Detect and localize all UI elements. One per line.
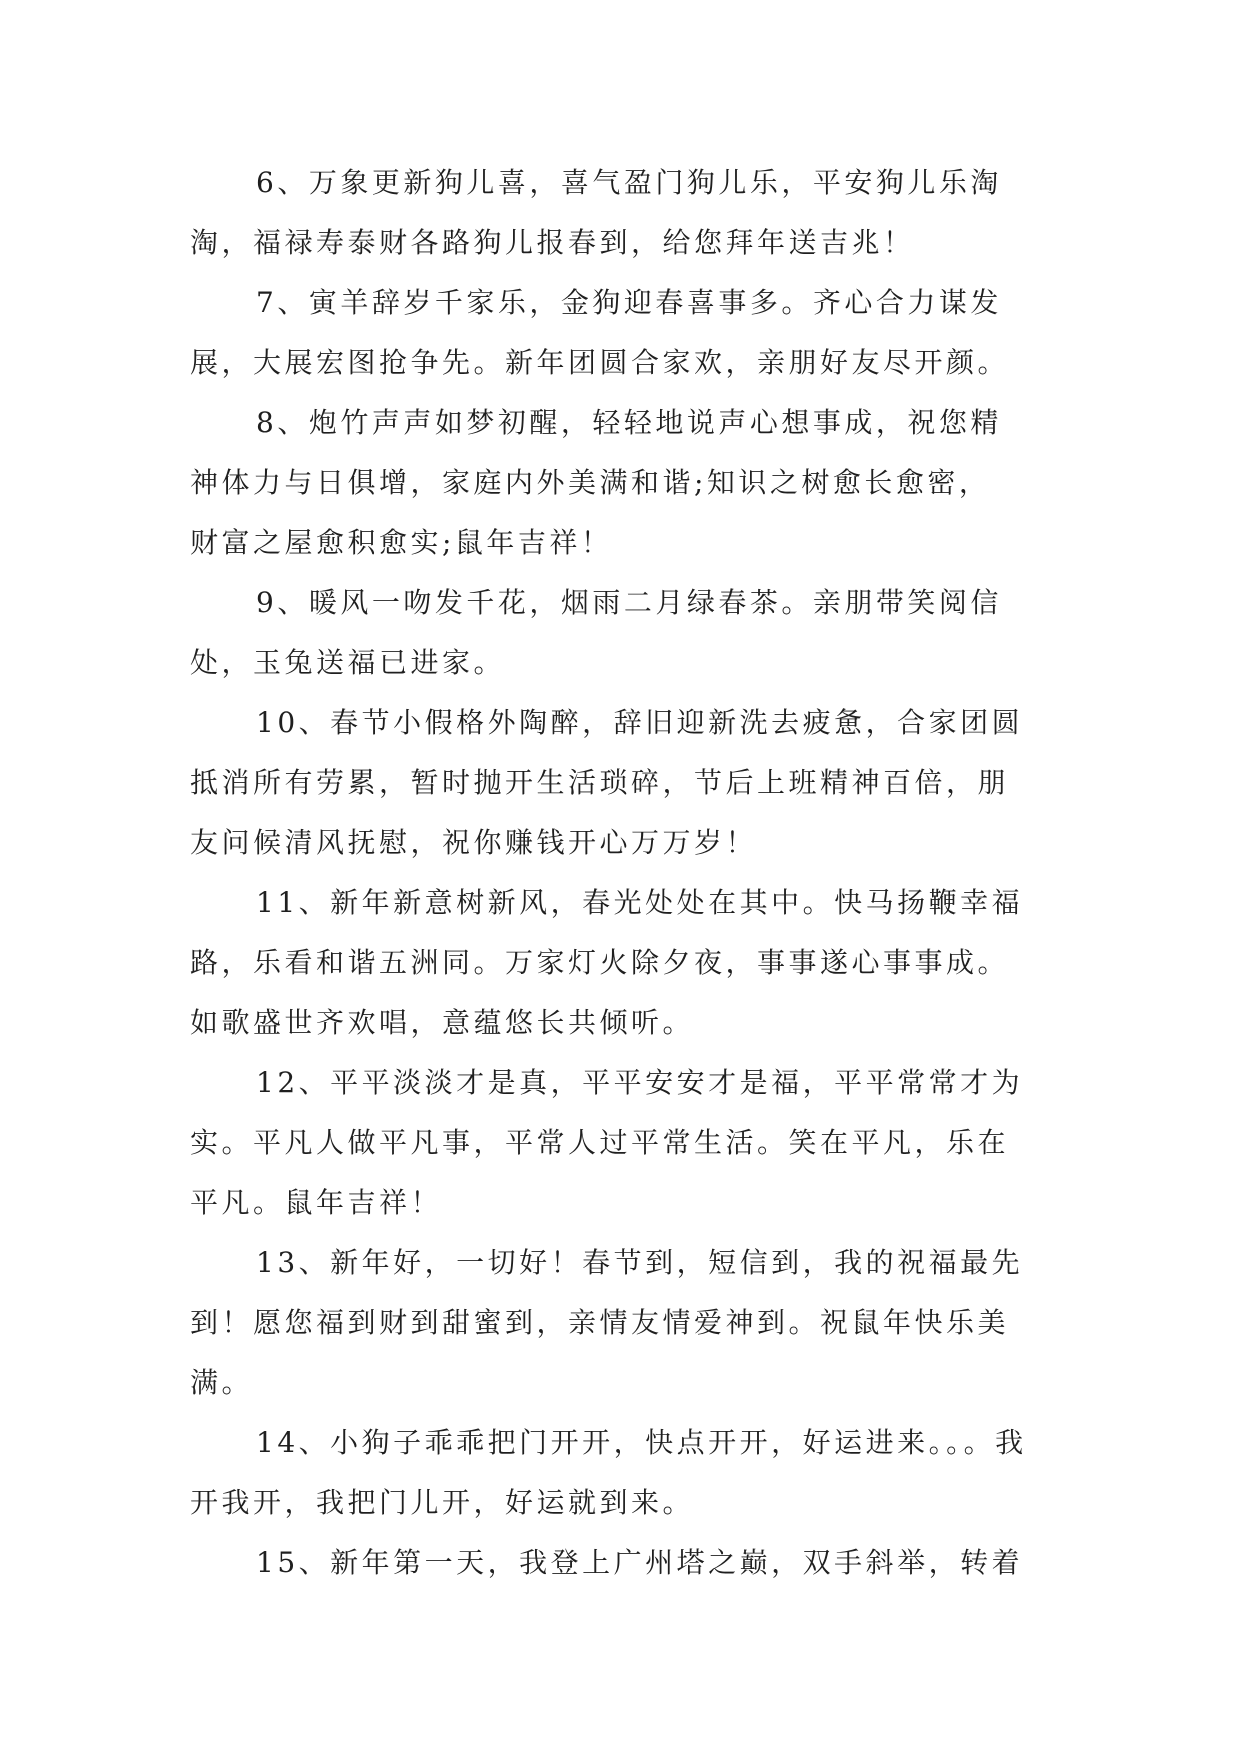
paragraph-9 — [190, 573, 1052, 693]
text-line: 14、小狗子乖乖把门开开，快点开开，好运进来。。。我 — [256, 1426, 1027, 1459]
text-line: 淘，福禄寿泰财各路狗儿报春到，给您拜年送吉兆！ — [190, 226, 915, 259]
body-text — [190, 153, 1052, 1593]
text-line: 8、炮竹声声如梦初醒，轻轻地说声心想事成，祝您精 — [256, 406, 1002, 439]
paragraph-11 — [190, 873, 1052, 1053]
text-line: 13、新年好，一切好！春节到，短信到，我的祝福最先 — [256, 1246, 1024, 1279]
text-line: 到！愿您福到财到甜蜜到，亲情友情爱神到。祝鼠年快乐美 — [190, 1306, 1010, 1339]
text-line: 路，乐看和谐五洲同。万家灯火除夕夜，事事遂心事事成。 — [190, 946, 1010, 979]
paragraph-13 — [190, 1233, 1052, 1413]
text-line: 平凡。鼠年吉祥！ — [190, 1186, 443, 1219]
text-line: 满。 — [190, 1366, 254, 1399]
paragraph-8 — [190, 393, 1052, 573]
paragraph-6 — [190, 153, 1052, 273]
text-line: 财富之屋愈积愈实;鼠年吉祥！ — [190, 526, 613, 559]
paragraph-14 — [190, 1413, 1052, 1533]
text-line: 6、万象更新狗儿喜，喜气盈门狗儿乐，平安狗儿乐淘 — [256, 166, 1002, 199]
paragraph-12 — [190, 1053, 1052, 1233]
text-line: 10、春节小假格外陶醉，辞旧迎新洗去疲惫，合家团圆 — [256, 706, 1024, 739]
text-line: 如歌盛世齐欢唱，意蕴悠长共倾听。 — [190, 1006, 695, 1039]
text-line: 15、新年第一天，我登上广州塔之巅，双手斜举，转着 — [256, 1546, 1024, 1579]
text-line: 7、寅羊辞岁千家乐，金狗迎春喜事多。齐心合力谋发 — [256, 286, 1002, 319]
text-line: 处，玉兔送福已进家。 — [190, 646, 506, 679]
text-line: 展，大展宏图抢争先。新年团圆合家欢，亲朋好友尽开颜。 — [190, 346, 1010, 379]
text-line: 9、暖风一吻发千花，烟雨二月绿春茶。亲朋带笑阅信 — [256, 586, 1002, 619]
text-line: 实。平凡人做平凡事，平常人过平常生活。笑在平凡，乐在 — [190, 1126, 1010, 1159]
text-line: 开我开，我把门儿开，好运就到来。 — [190, 1486, 695, 1519]
text-line: 12、平平淡淡才是真，平平安安才是福，平平常常才为 — [256, 1066, 1024, 1099]
paragraph-7 — [190, 273, 1052, 393]
text-line: 友问候清风抚慰，祝你赚钱开心万万岁！ — [190, 826, 758, 859]
text-line: 11、新年新意树新风，春光处处在其中。快马扬鞭幸福 — [256, 886, 1024, 919]
paragraph-10 — [190, 693, 1052, 873]
text-line: 神体力与日俱增，家庭内外美满和谐;知识之树愈长愈密， — [190, 466, 991, 499]
text-line: 抵消所有劳累，暂时抛开生活琐碎，节后上班精神百倍，朋 — [190, 766, 1010, 799]
paragraph-15 — [190, 1533, 1052, 1593]
